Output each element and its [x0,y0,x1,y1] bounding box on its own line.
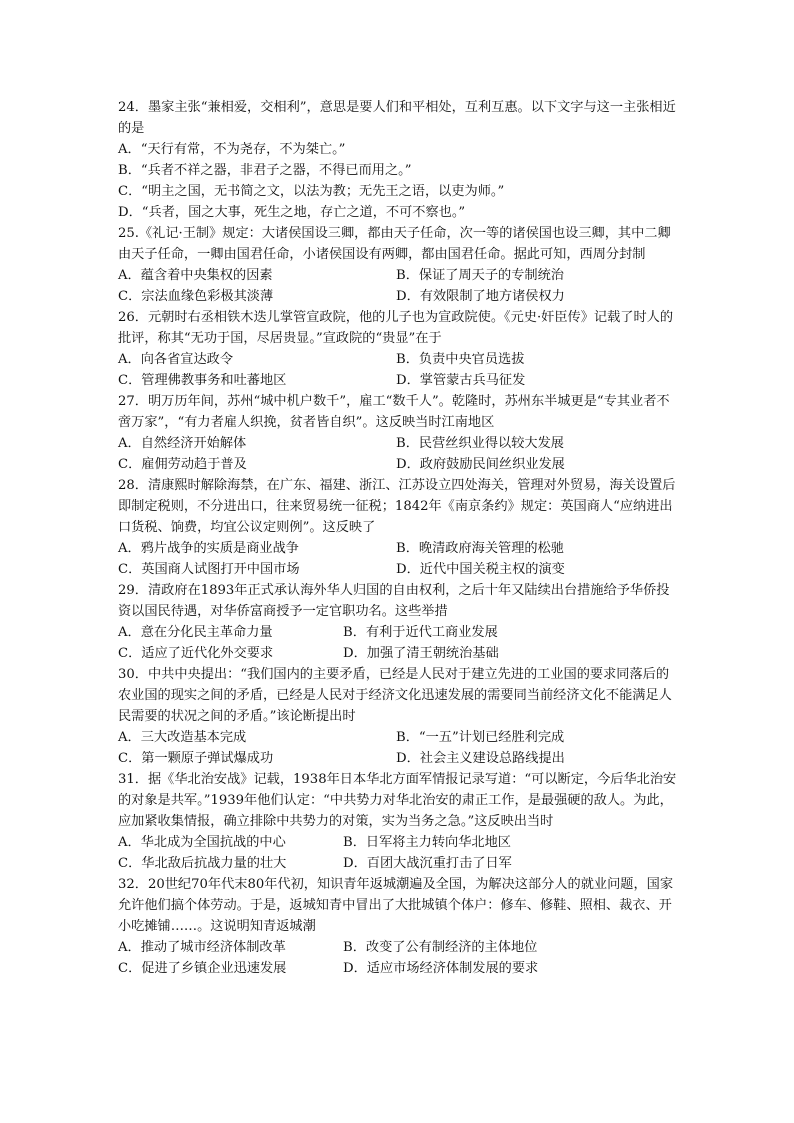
option-d: D．掌管蒙古兵马征发 [396,373,526,388]
question-stem: 26．元朝时右丞相铁木迭儿掌管宣政院，他的儿子也为宣政院使。《元史·奸臣传》记载了时人的批评，称其“无功于国，尽居贵显。”宣政院的“贵显”在于 [118,310,674,346]
option-b: B．保证了周天子的专制统治 [396,268,564,283]
question-stem: 30．中共中央提出：“我们国内的主要矛盾，已经是人民对于建立先进的工业国的要求同落后的农业国的现实之间的矛盾，已经是人民对于经济文化迅速发展的需要同当前经济文化不能满足人民需要的状况之间的矛盾。”该论断提出时 [118,667,672,724]
option-a: A．三大改造基本完成 [118,730,247,745]
option-c: C．宗法血缘色彩极其淡薄 [118,289,274,304]
option-c: C．雇佣劳动趋于普及 [118,457,247,472]
option-b: B．晚清政府海关管理的松驰 [396,541,564,556]
option-a: A．“天行有常，不为尧存，不为桀亡。” [118,142,346,157]
question-stem: 28．清康熙时解除海禁，在广东、福建、浙江、江苏设立四处海关，管理对外贸易，海关设置后即制定税则，不分进出口，往来贸易统一征税；1842年《南京条约》规定：英国商人“应纳进出口货税、饷费，均宜公议定则例”。这反映了 [118,478,676,535]
option-a: A．意在分化民主革命力量 [118,625,273,640]
question-29 [118,580,678,664]
question-stem: 32．20世纪70年代末80年代初，知识青年返城潮遍及全国，为解决这部分人的就业问题，国家允许他们搞个体劳动。于是，返城知青中冒出了大批城镇个体户：修车、修鞋、照相、裁衣、开小吃摊铺……。这说明知青返城潮 [118,877,674,934]
option-c: C．英国商人试图打开中国市场 [118,562,300,577]
option-d: D．近代中国关税主权的演变 [396,562,565,577]
option-c: C．管理佛教事务和吐蕃地区 [118,373,287,388]
exam-page [118,97,678,979]
question-24 [118,97,678,223]
option-c: C．促进了乡镇企业迅速发展 [118,961,287,976]
option-b: B．负责中央官员选拔 [396,352,525,367]
option-a: A．华北成为全国抗战的中心 [118,835,286,850]
option-c: C．适应了近代化外交要求 [118,646,274,661]
question-27 [118,391,678,475]
option-d: D．社会主义建设总路线提出 [396,751,565,766]
option-b: B．日军将主力转向华北地区 [343,835,511,850]
option-c: C．第一颗原子弹试爆成功 [118,751,274,766]
option-b: B．改变了公有制经济的主体地位 [343,940,538,955]
question-stem: 24．墨家主张“兼相爱，交相利”，意思是要人们和平相处，互利互惠。以下文字与这一主张相近的是 [118,100,676,136]
option-d: D．加强了清王朝统治基础 [343,646,499,661]
option-b: B．“兵者不祥之器，非君子之器，不得已而用之。” [118,163,412,178]
question-stem: 31．据《华北治安战》记载，1938年日本华北方面军情报记录写道：“可以断定，今后华北治安的对象是共军。”1939年他们认定：“中共势力对华北治安的肃正工作，是最强硬的敌人。为此，应加紧收集情报，确立排除中共势力的对策，实为当务之急。”这反映出当时 [118,772,677,829]
question-32 [118,874,678,979]
option-c: C．华北敌后抗战力量的壮大 [118,856,287,871]
option-b: B．有利于近代工商业发展 [343,625,498,640]
question-31 [118,769,678,874]
option-d: D．有效限制了地方诸侯权力 [396,289,565,304]
question-25 [118,223,678,307]
option-d: D．适应市场经济体制发展的要求 [343,961,539,976]
option-a: A．推动了城市经济体制改革 [118,940,286,955]
question-stem: 27．明万历年间，苏州“城中机户数千”，雇工“数千人”。乾隆时，苏州东半城更是“专其业者不啻万家”，“有力者雇人织挽，贫者皆自织”。这反映当时江南地区 [118,394,670,430]
option-a: A．蕴含着中央集权的因素 [118,268,273,283]
option-b: B．“一五”计划已经胜利完成 [396,730,565,745]
option-d: D．政府鼓励民间丝织业发展 [396,457,565,472]
question-28 [118,475,678,580]
option-d: D．“兵者，国之大事，死生之地，存亡之道，不可不察也。” [118,205,466,220]
option-c: C．“明主之国，无书简之文，以法为教；无先王之语，以吏为师。” [118,184,505,199]
option-b: B．民营丝织业得以较大发展 [396,436,564,451]
option-a: A．向各省宣达政令 [118,352,234,367]
question-stem: 25.《礼记·王制》规定：大诸侯国设三卿，都由天子任命，次一等的诸侯国也设三卿，其中二卿由天子任命，一卿由国君任命，小诸侯国设有两卿，都由国君任命。据此可知，西周分封制 [118,226,671,262]
option-a: A．鸦片战争的实质是商业战争 [118,541,299,556]
question-26 [118,307,678,391]
option-d: D．百团大战沉重打击了日军 [343,856,512,871]
option-a: A．自然经济开始解体 [118,436,247,451]
question-stem: 29．清政府在1893年正式承认海外华人归国的自由权利，之后十年又陆续出台措施给予华侨投资以国民待遇，对华侨富商授予一定官职功名。这些举措 [118,583,670,619]
question-30 [118,664,678,769]
